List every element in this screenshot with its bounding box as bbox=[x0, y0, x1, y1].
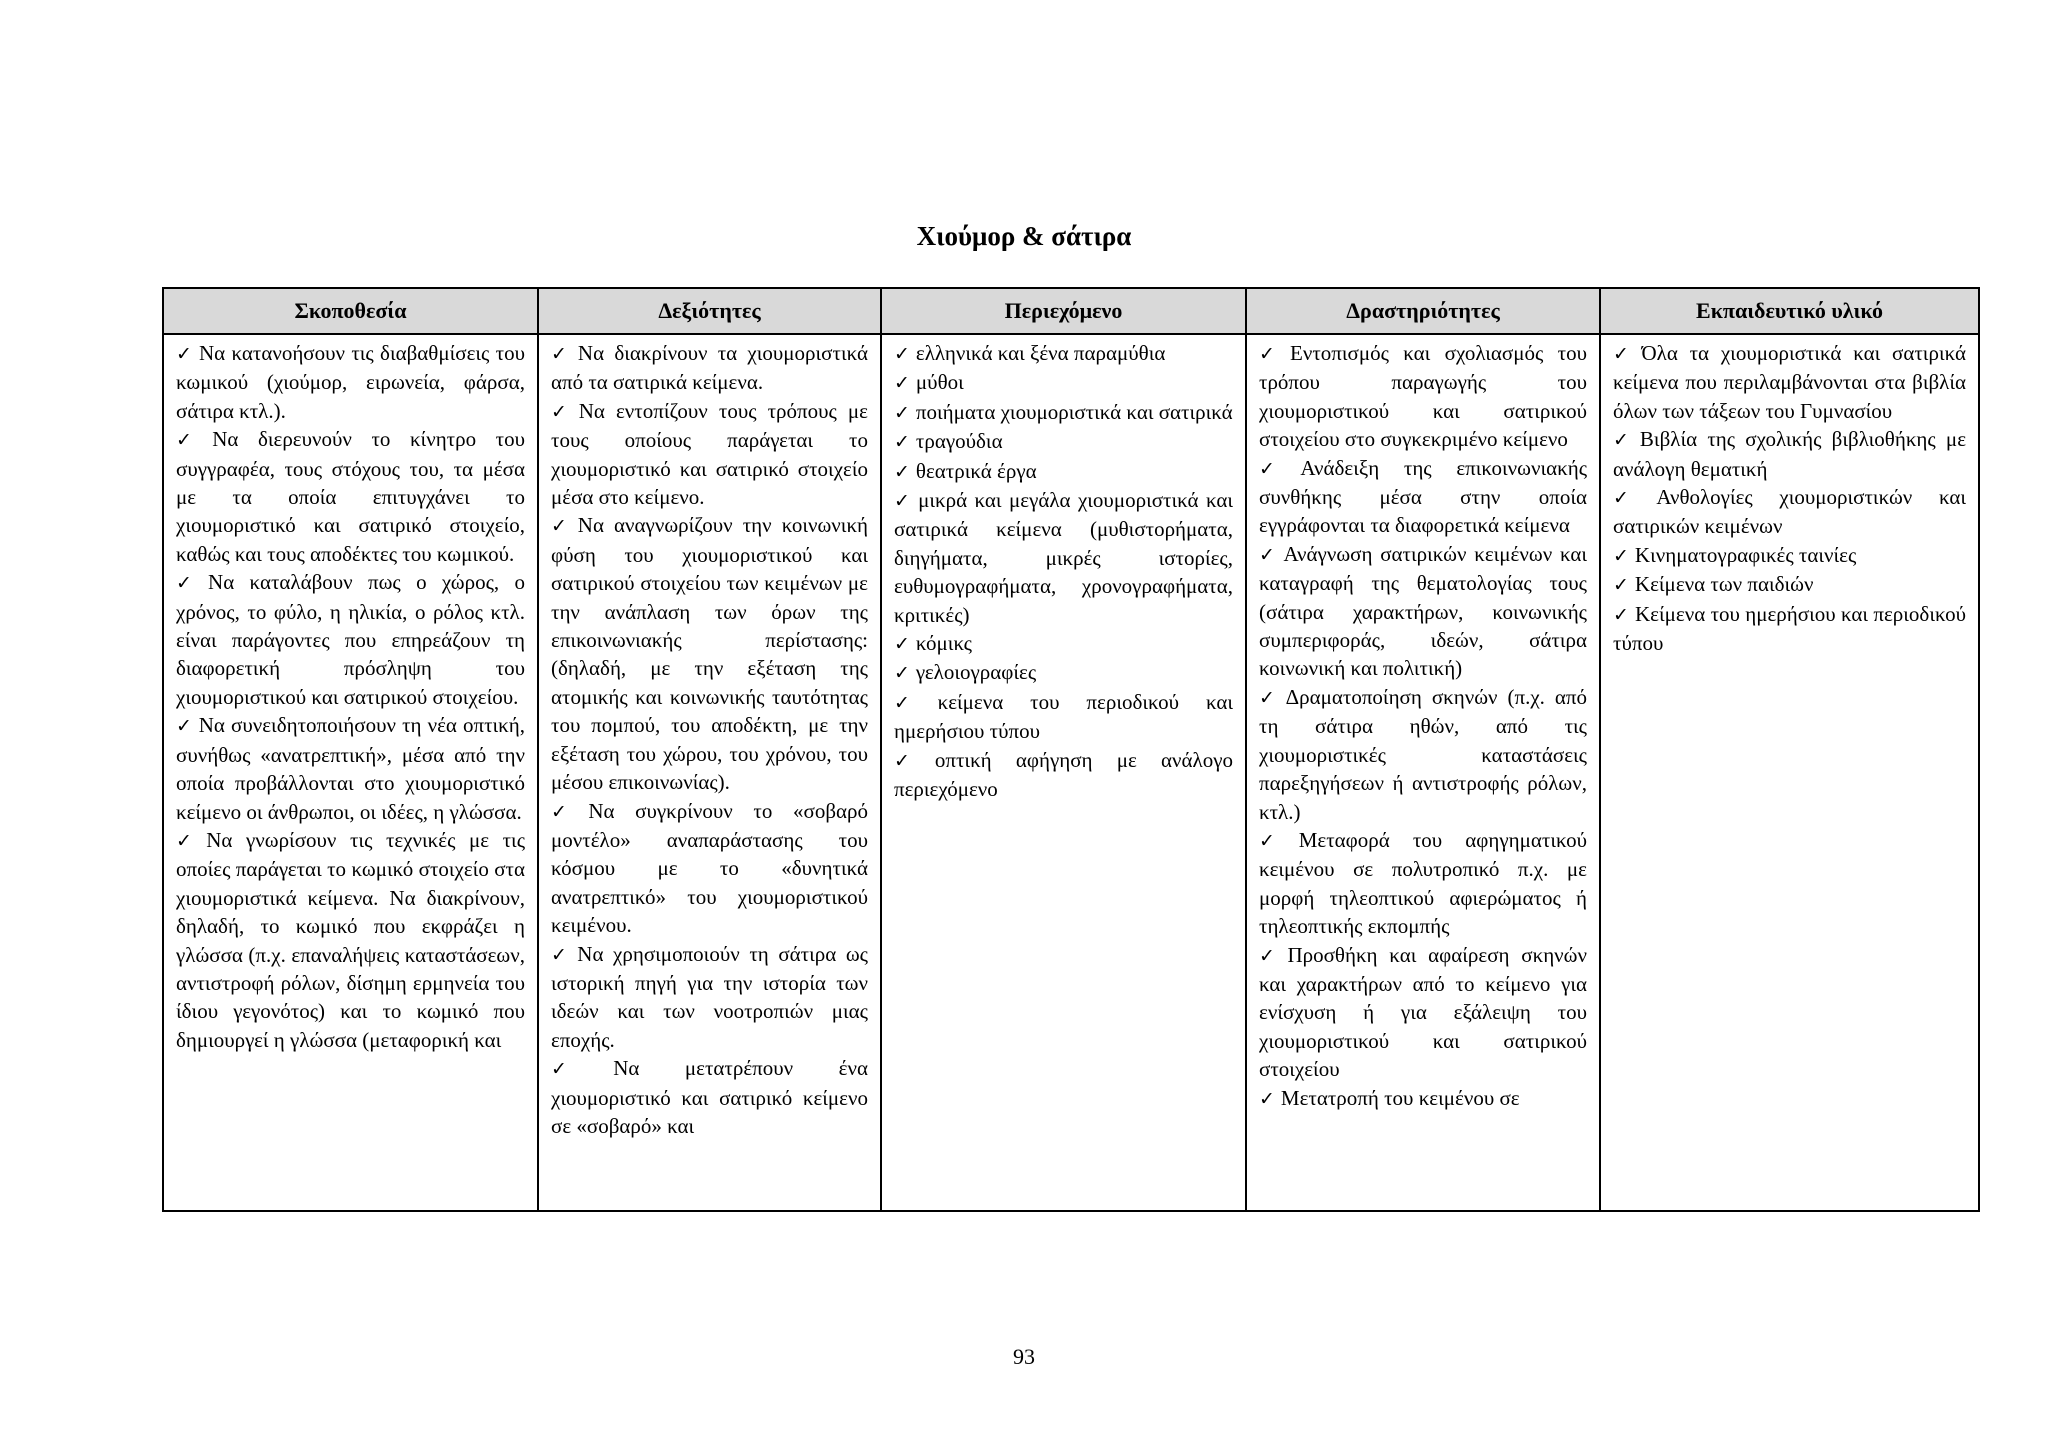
checkmark-icon: ✓ bbox=[1259, 944, 1282, 967]
list-item bbox=[1259, 339, 1587, 454]
checkmark-icon: ✓ bbox=[551, 343, 572, 365]
list-item-text: κείμενα του περιοδικού και ημερήσιου τύπου bbox=[894, 689, 1233, 744]
list-item bbox=[1613, 570, 1966, 599]
checkmark-icon: ✓ bbox=[1613, 603, 1630, 626]
list-item bbox=[894, 339, 1233, 368]
list-item-text: κόμικς bbox=[915, 631, 972, 656]
checkmark-icon: ✓ bbox=[1259, 343, 1285, 365]
list-item-text: Να αναγνωρίζουν την κοινωνική φύση του χιουμοριστικού και σατιρικού στοιχείου των κειμένων με την ανάπλαση των όρων της επικοινωνιακής περίστασης: (δηλαδή, με την εξέταση της ατομικής και κοινωνικής ταυτότητας του πομπού, του αποδέκτη, με την εξέταση του χώρου, του χρόνου, του μέσου επικοινωνίας). bbox=[551, 513, 868, 795]
checkmark-icon: ✓ bbox=[894, 691, 932, 714]
list-item bbox=[176, 826, 525, 1054]
list-item bbox=[1613, 339, 1966, 425]
checkmark-icon: ✓ bbox=[1613, 487, 1651, 510]
checkmark-icon: ✓ bbox=[176, 829, 201, 852]
checkmark-icon: ✓ bbox=[894, 431, 910, 454]
checkmark-icon: ✓ bbox=[551, 400, 573, 423]
checkmark-icon: ✓ bbox=[894, 460, 910, 483]
checkmark-icon: ✓ bbox=[176, 715, 193, 738]
list-item-text: ποιήματα χιουμοριστικά και σατιρικά bbox=[915, 399, 1233, 424]
header-objectives: Σκοποθεσία bbox=[163, 288, 538, 334]
list-item bbox=[551, 940, 868, 1055]
checkmark-icon: ✓ bbox=[894, 749, 929, 772]
activities-column bbox=[1259, 339, 1587, 1205]
checkmark-icon: ✓ bbox=[551, 800, 583, 823]
list-item-text: Δραματοποίηση σκηνών (π.χ. από τη σάτιρα ηθών, από τις χιουμοριστικές καταστάσεις παρεξηγήσεων ή αντιστροφής ρόλων, κτλ.) bbox=[1259, 684, 1587, 824]
checkmark-icon: ✓ bbox=[894, 401, 910, 424]
list-item-text: Να διακρίνουν τα χιουμοριστικά από τα σατιρικά κείμενα. bbox=[551, 341, 868, 395]
list-item bbox=[894, 457, 1233, 486]
list-item bbox=[551, 397, 868, 512]
checkmark-icon: ✓ bbox=[1613, 544, 1629, 567]
list-item-text: Βιβλία της σχολικής βιβλιοθήκης με ανάλογη θεματική bbox=[1613, 427, 1966, 481]
checkmark-icon: ✓ bbox=[1259, 686, 1280, 709]
list-item-text: Όλα τα χιουμοριστικά και σατιρικά κείμενα που περιλαμβάνονται στα βιβλία όλων των τάξεων του Γυμνασίου bbox=[1613, 341, 1966, 423]
list-item-text: Κείμενα του ημερήσιου και περιοδικού τύπου bbox=[1613, 601, 1966, 656]
list-item-text: μύθοι bbox=[915, 370, 964, 395]
list-item-text: Μεταφορά του αφηγηματικού κειμένου σε πολυτροπικό π.χ. με μορφή τηλεοπτικού αφιερώματος ή τηλεοπτικής εκπομπής bbox=[1259, 827, 1587, 939]
checkmark-icon: ✓ bbox=[551, 1058, 608, 1081]
objectives-column bbox=[176, 339, 525, 1205]
skills-column bbox=[551, 339, 868, 1205]
list-item bbox=[551, 511, 868, 796]
table-row bbox=[163, 334, 1979, 1211]
checkmark-icon: ✓ bbox=[1613, 343, 1636, 365]
educational-material-column bbox=[1613, 339, 1966, 1205]
checkmark-icon: ✓ bbox=[551, 943, 572, 966]
list-item-text: Να συγκρίνουν το «σοβαρό μοντέλο» αναπαράστασης του κόσμου με το «δυνητικά ανατρεπτικό» του χιουμοριστικού κειμένου. bbox=[551, 798, 868, 938]
list-item-text: Να καταλάβουν πως ο χώρος, ο χρόνος, το φύλο, η ηλικία, ο ρόλος κτλ. είναι παράγοντες που επηρεάζουν τη διαφορετική πρόσληψη του χιουμοριστικού και σατιρικού στοιχείου. bbox=[176, 570, 525, 709]
curriculum-table bbox=[162, 287, 1980, 1212]
list-item-text: τραγούδια bbox=[915, 429, 1003, 454]
list-item-text: Να χρησιμοποιούν τη σάτιρα ως ιστορική πηγή για την ιστορία των ιδεών και των νοοτροπιών μιας εποχής. bbox=[551, 941, 868, 1052]
list-item-text: οπτική αφήγηση με ανάλογο περιεχόμενο bbox=[894, 747, 1233, 802]
list-item bbox=[1259, 454, 1587, 540]
page-title: Χιούμορ & σάτιρα bbox=[916, 221, 1132, 251]
list-item bbox=[176, 425, 525, 568]
list-item bbox=[894, 427, 1233, 456]
list-item-text: Κείμενα των παιδιών bbox=[1634, 572, 1814, 597]
list-item-text: Κινηματογραφικές ταινίες bbox=[1634, 542, 1857, 567]
header-content: Περιεχόμενο bbox=[881, 288, 1246, 334]
list-item bbox=[1259, 1084, 1587, 1113]
checkmark-icon: ✓ bbox=[1259, 1087, 1275, 1110]
checkmark-icon: ✓ bbox=[894, 343, 910, 365]
list-item-text: Ανάγνωση σατιρικών κειμένων και καταγραφή της θεματολογίας τους (σάτιρα χαρακτήρων, κοινωνικής συμπεριφοράς, ιδεών, σάτιρα κοινωνική και πολιτική) bbox=[1259, 541, 1587, 681]
list-item bbox=[894, 398, 1233, 427]
list-item bbox=[894, 746, 1233, 804]
checkmark-icon: ✓ bbox=[1259, 543, 1278, 566]
checkmark-icon: ✓ bbox=[894, 490, 913, 513]
checkmark-icon: ✓ bbox=[1259, 457, 1295, 480]
list-item bbox=[894, 629, 1233, 658]
checkmark-icon: ✓ bbox=[1613, 429, 1634, 452]
list-item bbox=[1613, 425, 1966, 483]
list-item-text: Ανάδειξη της επικοινωνιακής συνθήκης μέσα στην οποία εγγράφονται τα διαφορετικά κείμενα bbox=[1259, 455, 1587, 538]
list-item-text: Να συνειδητοποιήσουν τη νέα οπτική, συνήθως «ανατρεπτική», μέσα από την οποία προβάλλονται στο χιουμοριστικό κείμενο οι άνθρωποι, οι ιδέες, η γλώσσα. bbox=[176, 713, 525, 824]
list-item bbox=[176, 711, 525, 826]
checkmark-icon: ✓ bbox=[894, 662, 910, 685]
header-educational-material: Εκπαιδευτικό υλικό bbox=[1600, 288, 1979, 334]
list-item-text: Να γνωρίσουν τις τεχνικές με τις οποίες παράγεται το κωμικό στοιχείο στα χιουμοριστικά κείμενα. Να διακρίνουν, δηλαδή, το κωμικό που εκφράζει η γλώσσα (π.χ. επαναλήψεις καταστάσεων, αντιστροφή ρόλων, δίσημη ερμηνεία του ίδιου γεγονότος) και το κωμικό που δημιουργεί η γλώσσα (μεταφορική και bbox=[176, 827, 525, 1052]
list-item-text: Να μετατρέπουν ένα χιουμοριστικό και σατιρικό κείμενο σε «σοβαρό» και bbox=[551, 1056, 868, 1138]
checkmark-icon: ✓ bbox=[176, 343, 193, 365]
checkmark-icon: ✓ bbox=[1259, 829, 1293, 852]
list-item bbox=[551, 1054, 868, 1140]
checkmark-icon: ✓ bbox=[894, 633, 910, 656]
list-item-text: Προσθήκη και αφαίρεση σκηνών και χαρακτήρων από το κείμενο για ενίσχυση ή για εξάλειψη του χιουμοριστικού και σατιρικού στοιχείου bbox=[1259, 942, 1587, 1082]
list-item bbox=[1259, 683, 1587, 826]
list-item bbox=[551, 339, 868, 397]
list-item bbox=[176, 339, 525, 425]
checkmark-icon: ✓ bbox=[894, 372, 910, 395]
content-column bbox=[894, 339, 1233, 1205]
page-number: 93 bbox=[1013, 1344, 1035, 1369]
header-skills: Δεξιότητες bbox=[538, 288, 881, 334]
list-item-text: Ανθολογίες χιουμοριστικών και σατιρικών κειμένων bbox=[1613, 485, 1966, 539]
list-item-text: ελληνικά και ξένα παραμύθια bbox=[915, 341, 1166, 365]
list-item-text: γελοιογραφίες bbox=[915, 660, 1037, 685]
header-activities: Δραστηριότητες bbox=[1246, 288, 1600, 334]
list-item-text: Μετατροπή του κειμένου σε bbox=[1280, 1085, 1520, 1110]
list-item-text: μικρά και μεγάλα χιουμοριστικά και σατιρικά κείμενα (μυθιστορήματα, διηγήματα, μικρές ιστορίες, ευθυμογραφήματα, χρονογραφήματα, κριτικές) bbox=[894, 488, 1233, 627]
checkmark-icon: ✓ bbox=[1613, 574, 1629, 597]
list-item bbox=[894, 486, 1233, 629]
list-item bbox=[894, 658, 1233, 687]
checkmark-icon: ✓ bbox=[551, 515, 572, 538]
list-item-text: Να διερευνούν το κίνητρο του συγγραφέα, τους στόχους του, τα μέσα με τα οποία επιτυγχάνει το χιουμοριστικό και σατιρικό στοιχείο, καθώς και τους αποδέκτες του κωμικού. bbox=[176, 427, 525, 566]
list-item bbox=[1259, 540, 1587, 683]
list-item-text: θεατρικά έργα bbox=[915, 458, 1037, 483]
list-item bbox=[894, 368, 1233, 397]
checkmark-icon: ✓ bbox=[176, 572, 203, 595]
checkmark-icon: ✓ bbox=[176, 429, 207, 452]
table-header-row bbox=[163, 288, 1979, 334]
list-item bbox=[1259, 941, 1587, 1084]
list-item-text: Εντοπισμός και σχολιασμός του τρόπου παραγωγής του χιουμοριστικού και σατιρικού στοιχείου στο συγκεκριμένο κείμενο bbox=[1259, 341, 1587, 452]
list-item-text: Να εντοπίζουν τους τρόπους με τους οποίους παράγεται το χιουμοριστικό και σατιρικό στοιχείο μέσα στο κείμενο. bbox=[551, 398, 868, 510]
list-item bbox=[1613, 600, 1966, 658]
list-item bbox=[1613, 541, 1966, 570]
list-item bbox=[1259, 826, 1587, 941]
list-item-text: Να κατανοήσουν τις διαβαθμίσεις του κωμικού (χιούμορ, ειρωνεία, φάρσα, σάτιρα κτλ.). bbox=[176, 341, 525, 423]
list-item bbox=[894, 688, 1233, 746]
list-item bbox=[1613, 483, 1966, 541]
list-item bbox=[551, 797, 868, 940]
list-item bbox=[176, 568, 525, 711]
